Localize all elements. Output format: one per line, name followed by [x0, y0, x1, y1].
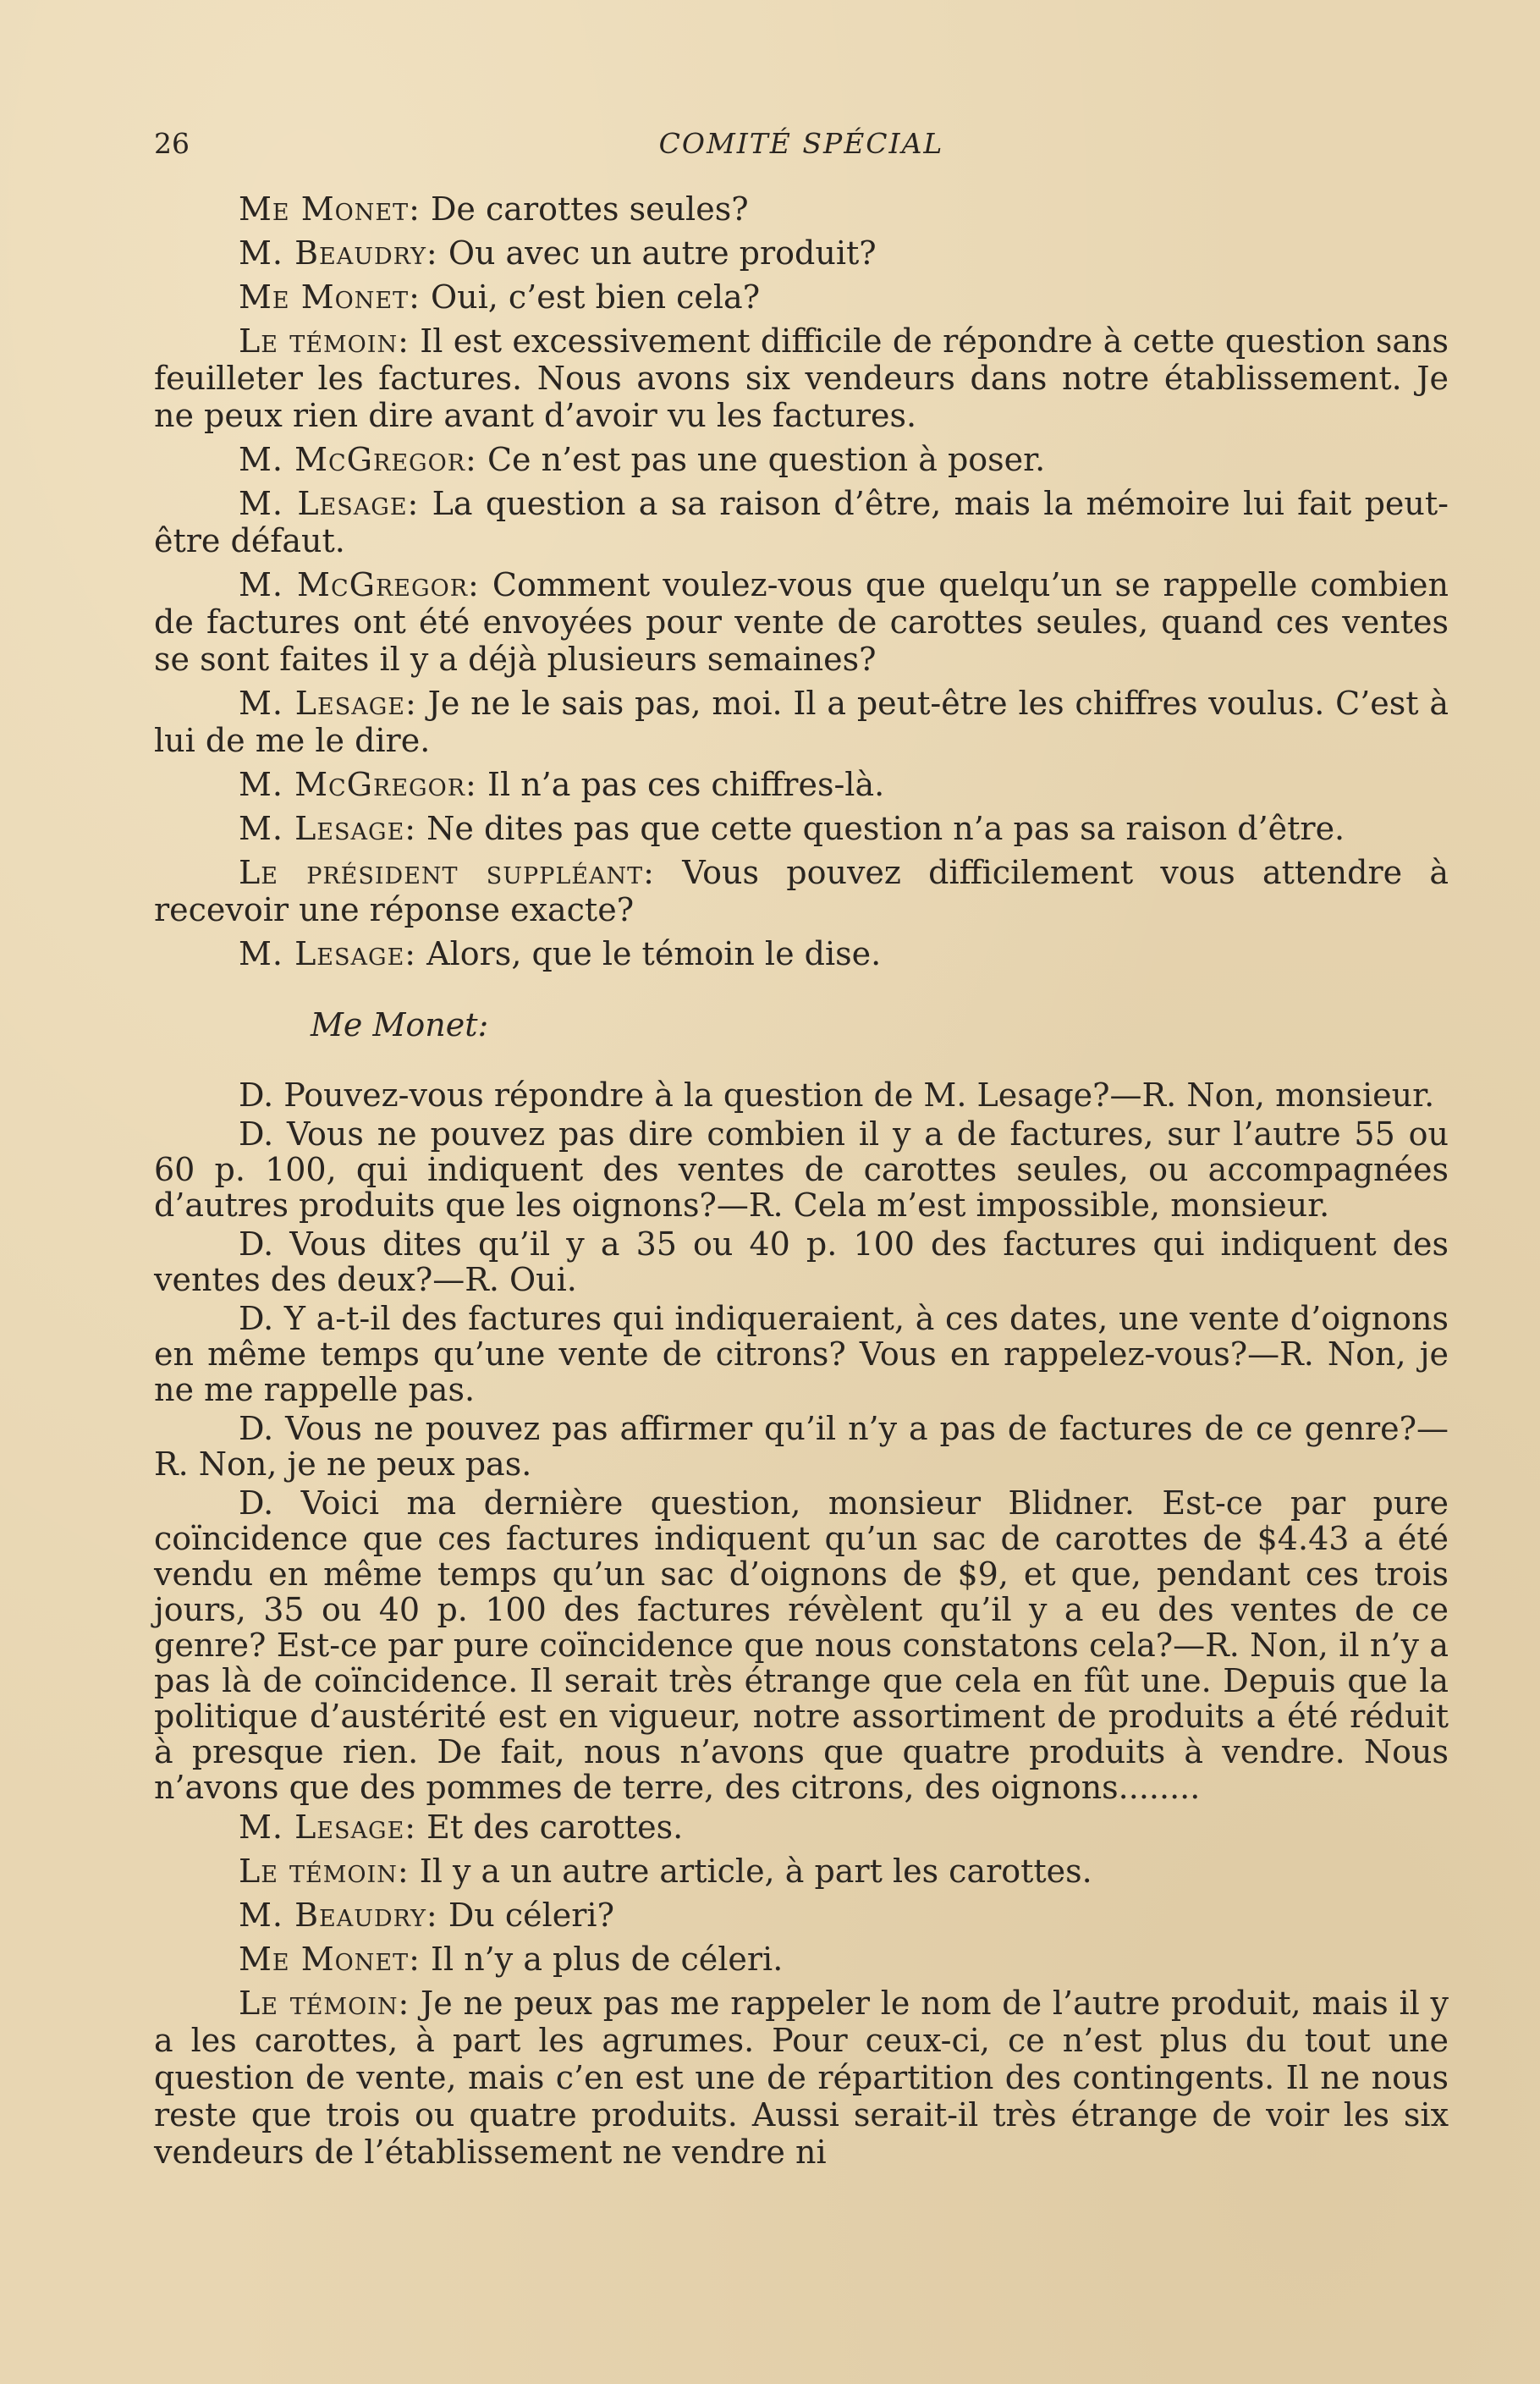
dialogue-paragraph — [154, 566, 1449, 678]
dialogue-paragraph — [154, 441, 1449, 478]
speech-text: Oui, c’est bien cela? — [420, 278, 761, 316]
dialogue-bottom — [154, 1809, 1449, 2171]
qa-paragraph: D. Voici ma dernière question, monsieur Blidner. Est-ce par pure coïncidence que ces factures indiquent qu’un sac de carottes de $4.43 a été vendu en même temps qu’un sac d’oignons de $9, et que, pendant ces trois jours, 35 ou 40 p. 100 des factures révèlent qu’il y a eu des ventes de ce genre? Est-ce par pure coïncidence que nous constatons cela?—R. Non, il n’y a pas là de coïncidence. Il serait très étrange que cela en fût une. Depuis que la politique d’austérité est en vigueur, notre assortiment de produits a été réduit à presque rien. De fait, nous n’avons que quatre produits à vendre. Nous n’avons que des pommes de terre, des citrons, des oignons........ — [154, 1484, 1449, 1806]
dialogue-paragraph — [154, 485, 1449, 559]
speech-text: Vous pouvez difficilement vous attendre à recevoir une réponse exacte? — [154, 854, 1449, 928]
speaker-name: M. McGregor: — [239, 566, 480, 603]
speech-text: Je ne peux pas me rappeler le nom de l’autre produit, mais il y a les carottes, à part les agrumes. Pour ceux-ci, ce n’est plus du tout une question de vente, mais c’en est une de répartition des contingents. Il ne nous reste que trois ou quatre produits. Aussi serait-il très étrange de voir les six vendeurs de l’établissement ne vendre ni — [154, 1985, 1449, 2171]
body-text — [154, 190, 1449, 2178]
speech-text: La question a sa raison d’être, mais la mémoire lui fait peut-être défaut. — [154, 485, 1449, 559]
dialogue-paragraph — [154, 685, 1449, 759]
speech-text: Ou avec un autre produit? — [437, 234, 877, 272]
section-heading: Me Monet: — [311, 1006, 489, 1043]
qa-paragraph: D. Y a-t-il des factures qui indiqueraient, à ces dates, une vente d’oignons en même temps qu’une vente de citrons? Vous en rappelez-vous?—R. Non, je ne me rappelle pas. — [154, 1300, 1449, 1408]
page-number: 26 — [154, 127, 190, 160]
speaker-name: Me Monet: — [239, 278, 421, 316]
dialogue-paragraph — [154, 1897, 1449, 1934]
question-answer-block — [154, 1077, 1449, 1805]
dialogue-paragraph — [154, 1853, 1449, 1890]
dialogue-paragraph — [154, 935, 1449, 972]
qa-paragraph: D. Vous ne pouvez pas dire combien il y a de factures, sur l’autre 55 ou 60 p. 100, qui indiquent des ventes de carottes seules, ou accompagnées d’autres produits que les oignons?—R. Cela m’est impossible, monsieur. — [154, 1115, 1449, 1224]
speaker-name: M. Beaudry: — [239, 1897, 438, 1934]
dialogue-paragraph — [154, 1941, 1449, 1978]
qa-paragraph: D. Vous dites qu’il y a 35 ou 40 p. 100 des factures qui indiquent des ventes des deux?—R. Oui. — [154, 1225, 1449, 1298]
dialogue-top — [154, 190, 1449, 972]
speech-text: Ne dites pas que cette question n’a pas sa raison d’être. — [416, 810, 1345, 847]
dialogue-paragraph — [154, 190, 1449, 228]
speech-text: Il n’y a plus de céleri. — [420, 1941, 784, 1978]
qa-paragraph: D. Pouvez-vous répondre à la question de M. Lesage?—R. Non, monsieur. — [239, 1076, 1435, 1114]
dialogue-paragraph — [154, 1985, 1449, 2171]
qa-paragraph: D. Vous ne pouvez pas affirmer qu’il n’y a pas de factures de ce genre?—R. Non, je ne peux pas. — [154, 1410, 1449, 1483]
dialogue-paragraph — [154, 278, 1449, 316]
speaker-name: M. McGregor: — [239, 766, 477, 803]
speaker-name: Me Monet: — [239, 1941, 421, 1978]
running-head: COMITÉ SPÉCIAL — [658, 127, 944, 160]
speaker-name: Me Monet: — [239, 190, 421, 228]
speaker-name: M. Lesage: — [239, 935, 417, 972]
speaker-name: Le témoin: — [239, 1985, 410, 2022]
speaker-name: M. McGregor: — [239, 441, 477, 478]
dialogue-paragraph — [154, 810, 1449, 847]
speaker-name: M. Lesage: — [239, 810, 417, 847]
dialogue-paragraph — [154, 766, 1449, 803]
speech-text: Il est excessivement difficile de répondre à cette question sans feuilleter les factures. Nous avons six vendeurs dans notre établissement. Je ne peux rien dire avant d’avoir vu les factures. — [154, 322, 1449, 434]
speaker-name: M. Beaudry: — [239, 234, 438, 272]
dialogue-paragraph — [154, 1809, 1449, 1846]
speech-text: Ce n’est pas une question à poser. — [476, 441, 1046, 478]
speech-text: Je ne le sais pas, moi. Il a peut-être les chiffres voulus. C’est à lui de me le dire. — [154, 685, 1449, 759]
speaker-name: M. Lesage: — [239, 1809, 417, 1846]
speech-text: Et des carottes. — [416, 1809, 684, 1846]
speech-text: Il y a un autre article, à part les carottes. — [409, 1853, 1092, 1890]
speech-text: Du céleri? — [437, 1897, 614, 1934]
dialogue-paragraph — [154, 234, 1449, 272]
page-header — [154, 127, 1449, 169]
speaker-name: M. Lesage: — [239, 485, 420, 522]
dialogue-paragraph — [154, 854, 1449, 928]
speaker-name: Le président suppléant: — [239, 854, 655, 891]
speech-text: Comment voulez-vous que quelqu’un se rappelle combien de factures ont été envoyées pour vente de carottes seules, quand ces ventes se sont faites il y a déjà plusieurs semaines? — [154, 566, 1449, 678]
speaker-name: M. Lesage: — [239, 685, 417, 722]
speech-text: De carottes seules? — [420, 190, 749, 228]
speech-text: Il n’a pas ces chiffres-là. — [476, 766, 885, 803]
speech-text: Alors, que le témoin le dise. — [416, 935, 882, 972]
speaker-name: Le témoin: — [239, 322, 410, 360]
speaker-name: Le témoin: — [239, 1853, 410, 1890]
dialogue-paragraph — [154, 322, 1449, 434]
